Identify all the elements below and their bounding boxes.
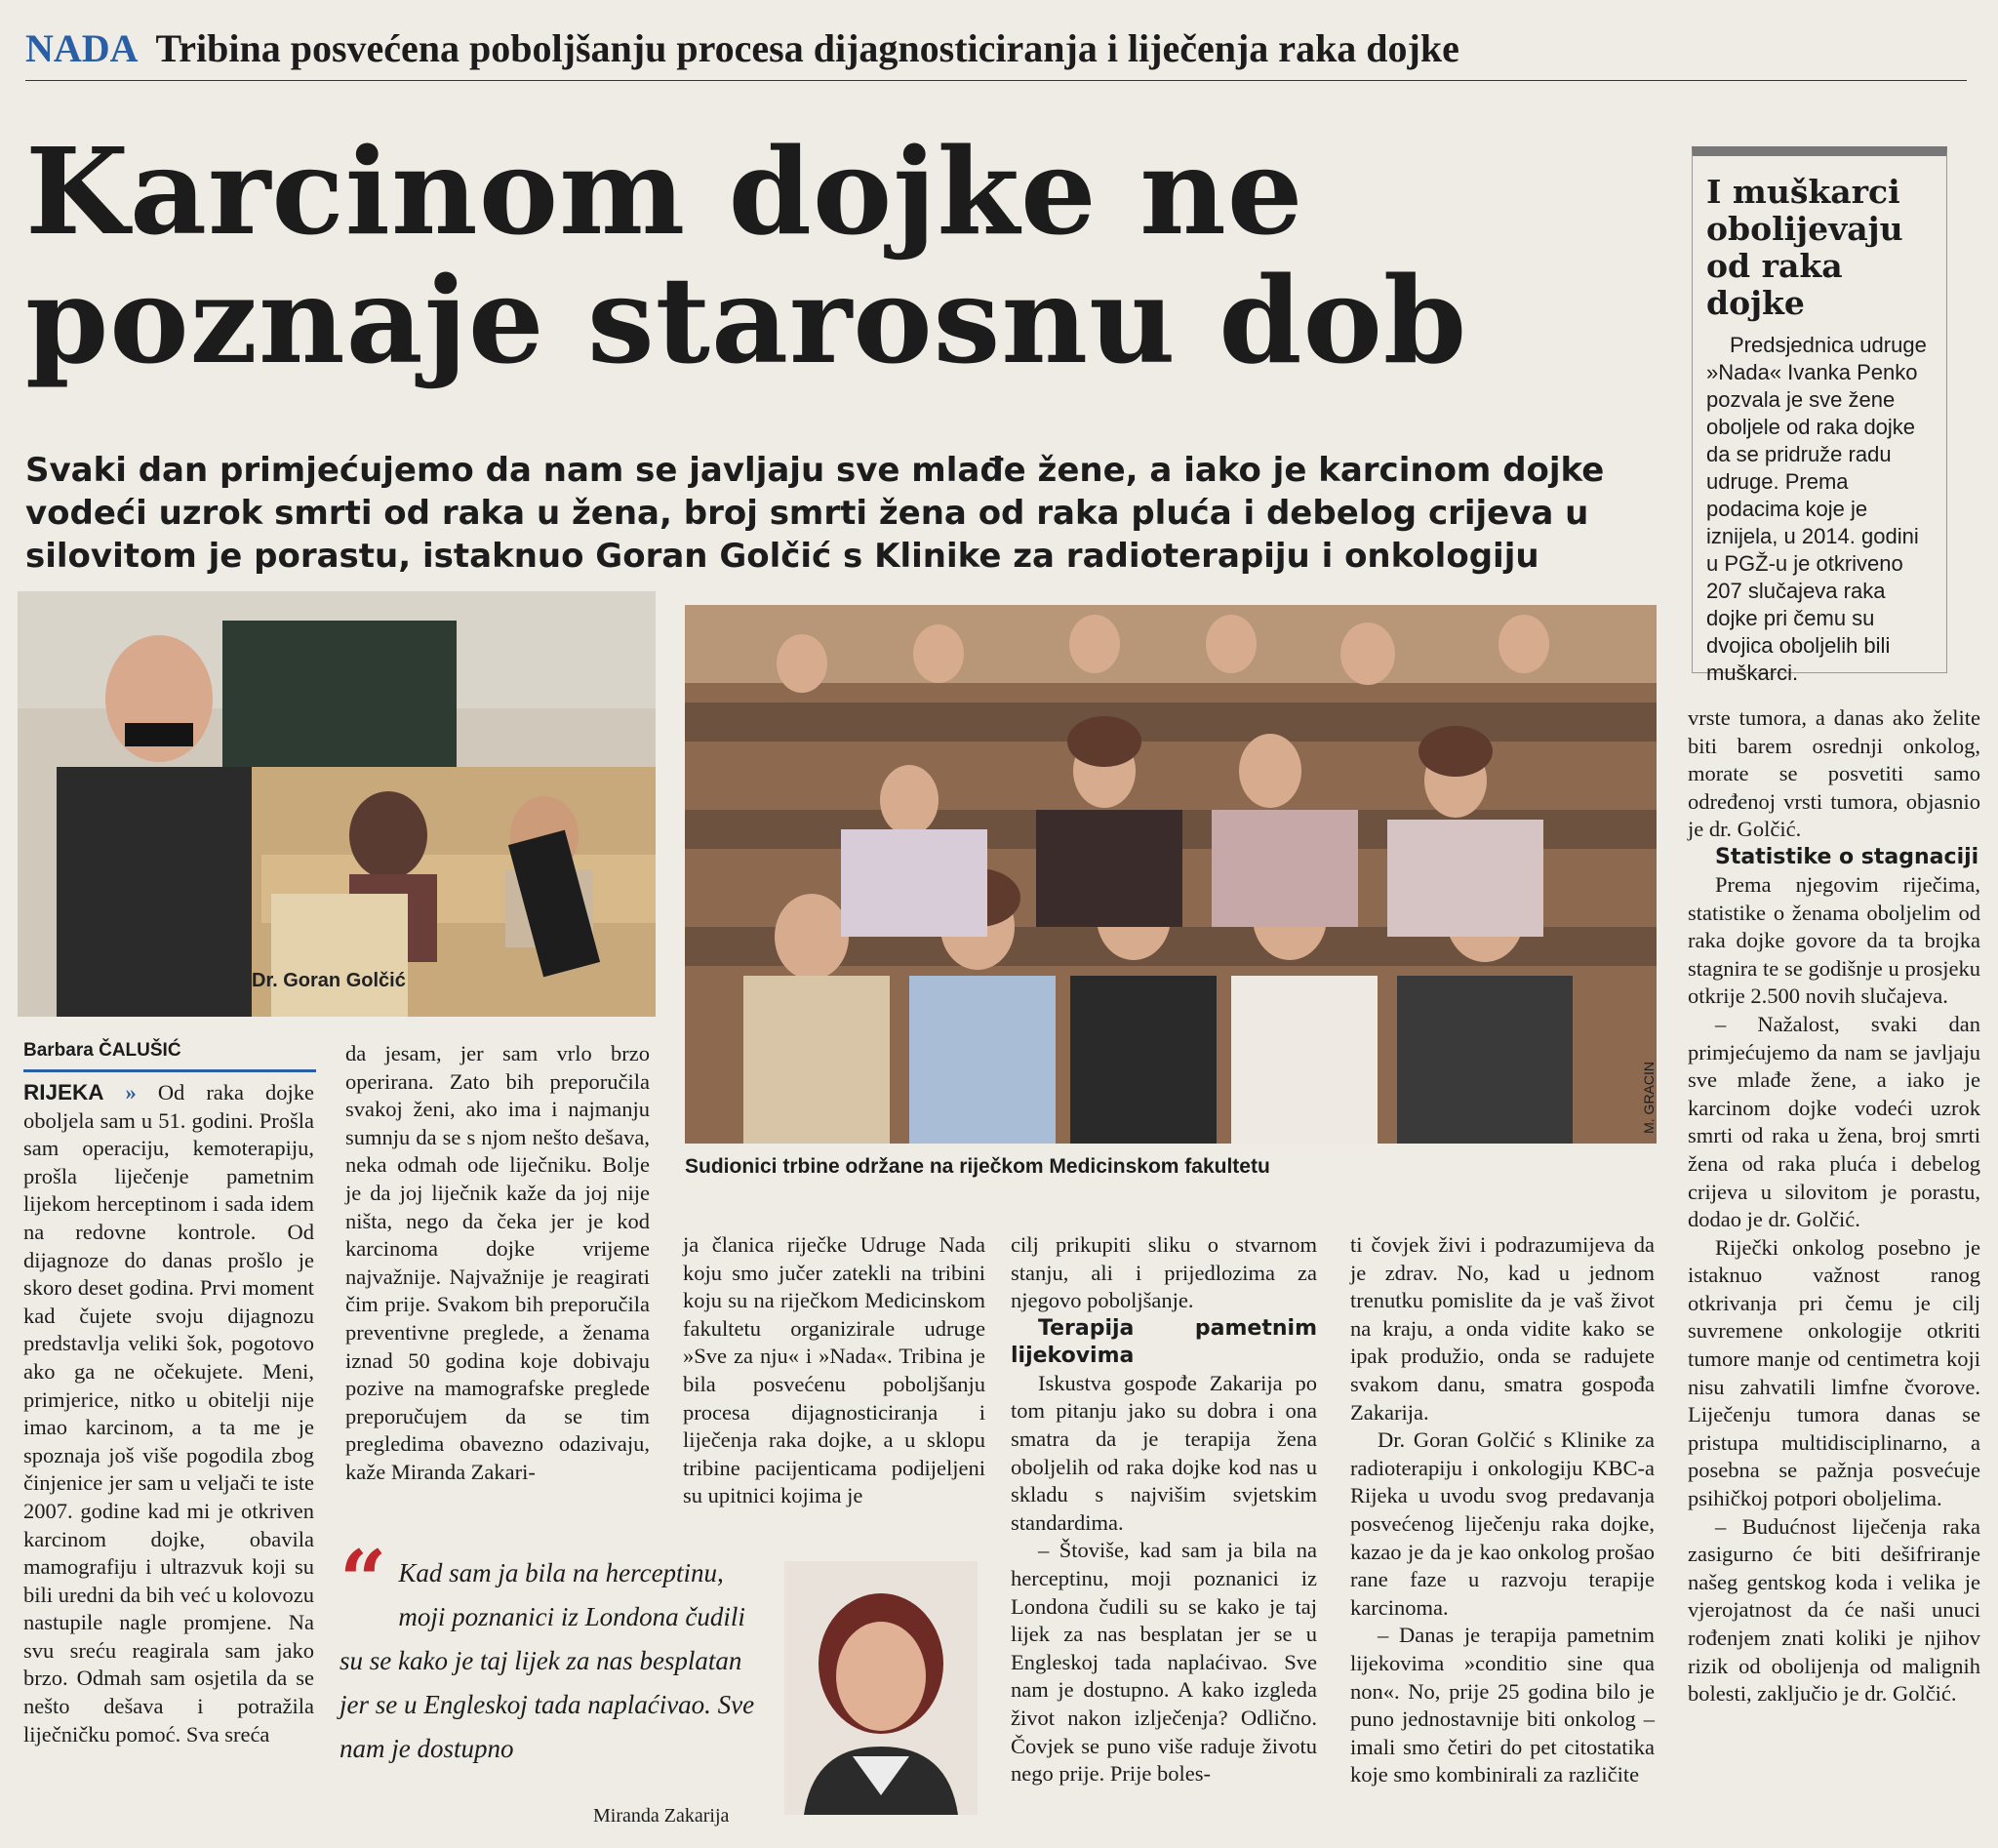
photo-credit: M. GRACIN: [1641, 1062, 1657, 1134]
section-tag: NADA: [25, 26, 139, 70]
article-column-3: [683, 1231, 985, 1510]
column-6-p4: Riječki onkolog posebno je istaknuo važnost ranog otkrivanja pri čemu je cilj suvremene onkologije otkriti tumore manje od centimetra koji nisu zahvatili limfne čvorove. Liječenju tumora danas se pristupa multidisciplinarno, a posebna se pažnja posvećuje psihičkoj potpori oboljelima.: [1688, 1234, 1980, 1511]
sidebar-text: Predsjednica udruge »Nada« Ivanka Penko pozvala je sve žene oboljele od raka dojke da se pridruže radu udruge. Prema podacima koje je iznijela, u 2014. godini u PGŽ-u je otkriveno 207 slučajeva raka dojke pri čemu su dvojica oboljelih bili muškarci.: [1706, 333, 1927, 685]
column-6-p1: vrste tumora, a danas ako želite biti barem osrednji onkolog, morate se posvetiti samo određenoj vrsti tumora, objasnio je dr. Golčić.: [1688, 705, 1980, 842]
dateline: RIJEKA: [23, 1080, 104, 1105]
dateline-arrows-icon: »: [125, 1080, 137, 1105]
column-4-p1: cilj prikupiti sliku o stvarnom stanju, ali i prijedlozima za njegovo poboljšanje.: [1011, 1232, 1317, 1313]
subhead-therapy: Terapija pametnim lijekovima: [1011, 1315, 1317, 1368]
headline: Karcinom dojke ne poznaje starosnu dob: [25, 121, 1468, 390]
section-kicker: [25, 18, 1967, 81]
article-column-6: [1688, 704, 1980, 1708]
quote-mark-icon: “: [340, 1532, 387, 1628]
column-6-p3: – Nažalost, svaki dan primjećujemo da nam se javljaju sve mlađe žene, a iako je karcinom dojke vodeći uzrok smrti od raka u žena, broj smrti žena od raka pluća i debelog crijeva u silovitom je porastu, dodao je dr. Golčić.: [1688, 1011, 1980, 1232]
subhead-statistics: Statistike o stagnaciji: [1715, 844, 1979, 869]
sidebar-title: I muškarci obolijevaju od raka dojke: [1706, 173, 1903, 322]
column-4-p2: Iskustva gospođe Zakarija po tom pitanju jako su dobra i ona smatra da je terapija žena oboljelih od raka dojke kod nas u skladu s najvišim svjetskim standardima.: [1011, 1370, 1317, 1535]
column-3-text: ja članica riječke Udruge Nada koju smo jučer zatekli na tribini koju su na riječkom Medicinskom fakultetu organizirale udruge »Sve za nju« i »Nada«. Tribina je bila posvećenu poboljšanju procesa dijagnosticiranja i liječenja raka dojke, a u sklopu tribine pacijenticama podijeljeni su upitnici kojima je: [683, 1232, 985, 1508]
column-4-p3: – Štoviše, kad sam ja bila na herceptinu, moji poznanici iz Londona čudili su se kako je taj lijek za nas besplatan jer se u Engleskoj tada naplaćivao. Sve nam je dostupno. A kako izgleda život nakon izlječenja? Odlično. Čovjek se puno više raduje životu nego prije. Prije boles-: [1011, 1538, 1317, 1787]
article-column-1: [23, 1079, 314, 1748]
pull-quote: [340, 1532, 765, 1771]
quote-author: Miranda Zakarija: [593, 1805, 730, 1827]
column-5-p2: Dr. Goran Golčić s Klinike za radioterapiju i onkologiju KBC-a Rijeka u uvodu svog predavanja posvećenog liječenju raka dojke, kazao je da je kao onkolog prošao rane faze u razvoju terapije karcinoma.: [1350, 1427, 1655, 1620]
column-6-p2: Prema njegovim riječima, statistike o ženama oboljelim od raka dojke govore da ta brojka stagnira te se godišnje u prosjeku otkrije 2.500 novih slučajeva.: [1688, 871, 1980, 1009]
main-photo-caption: Sudionici trbine održane na riječkom Medicinskom fakultetu: [685, 1155, 1270, 1178]
audience-photo: [685, 605, 1657, 1144]
sidebar-box: [1692, 146, 1947, 685]
speaker-photo: [18, 591, 656, 1017]
column-1-text: Od raka dojke oboljela sam u 51. godini. Prošla sam operaciju, kemoterapiju, prošla liječenje pametnim lijekom herceptinom i sada idem na redovne kontrole. Od dijagnoze do danas prošlo je skoro deset godina. Prvi moment kad čujete svoju dijagnozu predstavlja veliki šok, pogotovo ako ga ne očekujete. Meni, primjerice, nitko u obitelji nije imao karcinom, a ta me je spoznaja još više pogodila zbog činjenice jer sam u veljači te iste 2007. godine kad mi je otkriven karcinom dojke, obavila mamografiju i ultrazvuk koji su bili uredni da bih već u kolovozu nastupile nagle promjene. Na svu sreću reagirala sam jako brzo. Odmah sam osjetila da se nešto dešava i potražila liječničku pomoć. Sva sreća: [23, 1080, 315, 1747]
byline: Barbara ČALUŠIĆ: [23, 1040, 316, 1072]
article-column-5: [1350, 1231, 1655, 1789]
article-column-4: [1011, 1231, 1317, 1788]
column-5-p1: ti čovjek živi i podrazumijeva da je zdrav. No, kad u jednom trenutku pomislite da je vaš život na kraju, a onda vidite kako se ipak produžio, onda se radujete svakom danu, smatra gospođa Zakarija.: [1350, 1232, 1655, 1425]
left-photo-caption: Dr. Goran Golčić: [252, 970, 406, 991]
article-column-2: [345, 1040, 650, 1487]
column-2-text: da jesam, jer sam vrlo brzo operirana. Zato bih preporučila svakoj ženi, ako ima i najmanju sumnju da se s njom nešto dešava, neka odmah ode liječniku. Bolje je da joj liječnik kaže da joj nije ništa, nego da čeka jer je kod karcinoma dojke vrijeme najvažnije. Najvažnije je reagirati čim prije. Svakom bih preporučila preventivne preglede, a ženama iznad 50 godina koje dobivaju pozive na mamografske preglede preporučujem da se tim pregledima obavezno odazivaju, kaže Miranda Zakari-: [345, 1041, 650, 1484]
portrait-photo: [784, 1561, 978, 1815]
pull-quote-text: Kad sam ja bila na herceptinu, moji poznanici iz Londona čudili su se kako je taj lijek za nas besplatan jer se u Engleskoj tada naplaćivao. Sve nam je dostupno: [340, 1558, 755, 1763]
kicker-text: Tribina posvećena poboljšanju procesa dijagnosticiranja i liječenja raka dojke: [155, 26, 1459, 70]
deck: Svaki dan primjećujemo da nam se javljaju sve mlađe žene, a iako je karcinom dojke vodeći uzrok smrti od raka u žena, broj smrti žena od raka pluća i debelog crijeva u silovitom je porastu, istaknuo Goran Golčić s Klinike za radioterapiju i onkologiju: [25, 451, 1605, 576]
column-6-p5: – Budućnost liječenja raka zasigurno će biti dešifriranje našeg gentskog koda i velika je vjerojatnost da će naši unuci rođenjem znati koliki je njihov rizik od obolijenja od malignih bolesti, zaključio je dr. Golčić.: [1688, 1513, 1980, 1707]
column-5-p3: – Danas je terapija pametnim lijekovima »conditio sine qua non«. No, prije 25 godina bilo je puno jednostavnije biti onkolog – imali smo četiri do pet citostatika koje smo kombinirali za različite: [1350, 1623, 1655, 1788]
